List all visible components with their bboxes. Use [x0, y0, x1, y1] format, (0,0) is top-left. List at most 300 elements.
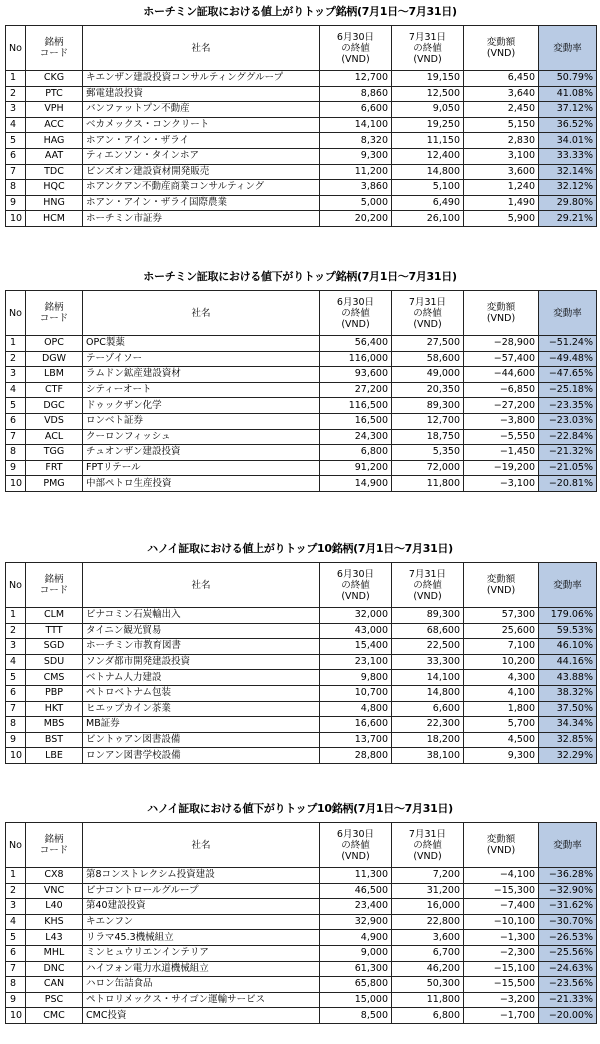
- cell-no: 7: [6, 701, 26, 717]
- cell-diff: 10,200: [464, 654, 539, 670]
- column-header-no: No: [6, 563, 26, 608]
- cell-name: ベトナム人力建設: [83, 670, 320, 686]
- cell-name: クーロンフィッシュ: [83, 429, 320, 445]
- cell-diff: −15,100: [464, 961, 539, 977]
- cell-jul31: 33,300: [392, 654, 464, 670]
- table-row: [6, 639, 597, 655]
- cell-diff: −28,900: [464, 336, 539, 352]
- cell-code: PBP: [26, 685, 83, 701]
- cell-code: DGC: [26, 398, 83, 414]
- cell-diff: −57,400: [464, 351, 539, 367]
- cell-code: MHL: [26, 945, 83, 961]
- cell-no: 6: [6, 413, 26, 429]
- cell-jul31: 19,250: [392, 117, 464, 133]
- table-row: [6, 133, 597, 149]
- cell-rate: −32.90%: [539, 883, 597, 899]
- cell-no: 4: [6, 914, 26, 930]
- table-row: [6, 670, 597, 686]
- cell-jul31: 18,200: [392, 732, 464, 748]
- table-row: [6, 732, 597, 748]
- table-row: [6, 336, 597, 352]
- cell-diff: 4,500: [464, 732, 539, 748]
- cell-rate: −20.00%: [539, 1008, 597, 1024]
- cell-no: 6: [6, 945, 26, 961]
- cell-no: 8: [6, 180, 26, 196]
- table-row: [6, 623, 597, 639]
- cell-rate: 46.10%: [539, 639, 597, 655]
- cell-diff: 3,100: [464, 148, 539, 164]
- cell-name: 第40建設投資: [83, 899, 320, 915]
- column-header-code: 銘柄 コード: [26, 26, 83, 71]
- cell-jul31: 6,700: [392, 945, 464, 961]
- cell-code: HKT: [26, 701, 83, 717]
- cell-rate: −24.63%: [539, 961, 597, 977]
- cell-no: 5: [6, 930, 26, 946]
- table-row: [6, 748, 597, 764]
- cell-jun30: 3,860: [320, 180, 392, 196]
- column-header-rate: 変動率: [539, 823, 597, 868]
- cell-rate: −23.03%: [539, 413, 597, 429]
- cell-no: 9: [6, 195, 26, 211]
- table-row: [6, 654, 597, 670]
- cell-code: CTF: [26, 382, 83, 398]
- cell-rate: 41.08%: [539, 86, 597, 102]
- cell-no: 4: [6, 654, 26, 670]
- cell-jun30: 23,100: [320, 654, 392, 670]
- column-header-diff: 変動額 (VND): [464, 26, 539, 71]
- cell-diff: 9,300: [464, 748, 539, 764]
- cell-name: キエンフン: [83, 914, 320, 930]
- cell-diff: 2,450: [464, 102, 539, 118]
- cell-name: ホーチミン市教育図書: [83, 639, 320, 655]
- cell-jun30: 11,200: [320, 164, 392, 180]
- cell-jun30: 8,320: [320, 133, 392, 149]
- cell-rate: 43.88%: [539, 670, 597, 686]
- cell-name: ホーチミン市証券: [83, 211, 320, 227]
- cell-jul31: 6,800: [392, 1008, 464, 1024]
- cell-no: 10: [6, 211, 26, 227]
- column-header-jul31: 7月31日 の終値 (VND): [392, 823, 464, 868]
- cell-jun30: 4,900: [320, 930, 392, 946]
- cell-jun30: 15,400: [320, 639, 392, 655]
- cell-rate: −21.05%: [539, 460, 597, 476]
- cell-jun30: 14,900: [320, 476, 392, 492]
- cell-code: HAG: [26, 133, 83, 149]
- cell-name: 第8コンストレクシム投資建設: [83, 868, 320, 884]
- table-row: [6, 460, 597, 476]
- cell-jun30: 6,600: [320, 102, 392, 118]
- cell-name: ヒエップカイン茶業: [83, 701, 320, 717]
- table-header-row: [6, 823, 597, 868]
- ranking-table: [5, 822, 597, 1024]
- cell-name: 郵電建設投資: [83, 86, 320, 102]
- cell-name: ドゥックザン化学: [83, 398, 320, 414]
- cell-jul31: 68,600: [392, 623, 464, 639]
- cell-no: 5: [6, 133, 26, 149]
- cell-name: リラマ45.3機械組立: [83, 930, 320, 946]
- cell-no: 1: [6, 868, 26, 884]
- table-row: [6, 195, 597, 211]
- cell-diff: −19,200: [464, 460, 539, 476]
- cell-code: ACL: [26, 429, 83, 445]
- cell-rate: 179.06%: [539, 608, 597, 624]
- cell-rate: 44.16%: [539, 654, 597, 670]
- cell-no: 8: [6, 717, 26, 733]
- cell-code: LBE: [26, 748, 83, 764]
- cell-jul31: 22,500: [392, 639, 464, 655]
- cell-diff: −44,600: [464, 367, 539, 383]
- table-row: [6, 180, 597, 196]
- cell-jun30: 10,700: [320, 685, 392, 701]
- table-row: [6, 1008, 597, 1024]
- cell-jun30: 20,200: [320, 211, 392, 227]
- cell-name: タイニン観光貿易: [83, 623, 320, 639]
- cell-jul31: 89,300: [392, 398, 464, 414]
- column-header-jun30: 6月30日 の終値 (VND): [320, 563, 392, 608]
- cell-code: CX8: [26, 868, 83, 884]
- cell-jun30: 28,800: [320, 748, 392, 764]
- cell-rate: 32.12%: [539, 180, 597, 196]
- column-header-name: 社名: [83, 563, 320, 608]
- cell-code: SDU: [26, 654, 83, 670]
- section-title: ホーチミン証取における値上がりトップ銘柄(7月1日〜7月31日): [143, 5, 457, 18]
- section-hanoi-gainers: [0, 540, 600, 780]
- cell-code: HQC: [26, 180, 83, 196]
- cell-name: ビナコントロールグループ: [83, 883, 320, 899]
- cell-no: 6: [6, 148, 26, 164]
- cell-jul31: 3,600: [392, 930, 464, 946]
- cell-code: BST: [26, 732, 83, 748]
- table-row: [6, 717, 597, 733]
- cell-jul31: 49,000: [392, 367, 464, 383]
- cell-diff: 1,490: [464, 195, 539, 211]
- cell-diff: 3,600: [464, 164, 539, 180]
- cell-rate: 59.53%: [539, 623, 597, 639]
- cell-no: 6: [6, 685, 26, 701]
- cell-name: OPC製薬: [83, 336, 320, 352]
- column-header-diff: 変動額 (VND): [464, 563, 539, 608]
- cell-no: 2: [6, 883, 26, 899]
- column-header-code: 銘柄 コード: [26, 291, 83, 336]
- cell-code: PTC: [26, 86, 83, 102]
- cell-diff: 1,800: [464, 701, 539, 717]
- cell-rate: −25.18%: [539, 382, 597, 398]
- cell-jun30: 13,700: [320, 732, 392, 748]
- cell-no: 3: [6, 367, 26, 383]
- cell-code: CKG: [26, 71, 83, 87]
- cell-rate: 34.34%: [539, 717, 597, 733]
- cell-code: PSC: [26, 992, 83, 1008]
- cell-jun30: 61,300: [320, 961, 392, 977]
- column-header-diff: 変動額 (VND): [464, 823, 539, 868]
- column-header-no: No: [6, 291, 26, 336]
- cell-jul31: 19,150: [392, 71, 464, 87]
- cell-diff: −2,300: [464, 945, 539, 961]
- cell-rate: 32.29%: [539, 748, 597, 764]
- table-row: [6, 413, 597, 429]
- cell-code: ACC: [26, 117, 83, 133]
- cell-name: ビンズオン建設資材開発販売: [83, 164, 320, 180]
- table-row: [6, 945, 597, 961]
- cell-jun30: 116,500: [320, 398, 392, 414]
- cell-jun30: 5,000: [320, 195, 392, 211]
- cell-jul31: 27,500: [392, 336, 464, 352]
- column-header-jun30: 6月30日 の終値 (VND): [320, 823, 392, 868]
- section-hcm-losers: [0, 268, 600, 518]
- table-row: [6, 351, 597, 367]
- table-row: [6, 211, 597, 227]
- cell-rate: −51.24%: [539, 336, 597, 352]
- cell-no: 10: [6, 1008, 26, 1024]
- section-hcm-gainers: [0, 3, 600, 241]
- cell-diff: 57,300: [464, 608, 539, 624]
- cell-diff: −6,850: [464, 382, 539, 398]
- cell-rate: −49.48%: [539, 351, 597, 367]
- section-title: ハノイ証取における値下がりトップ10銘柄(7月1日〜7月31日): [147, 802, 453, 815]
- section-title: ホーチミン証取における値下がりトップ銘柄(7月1日〜7月31日): [143, 270, 457, 283]
- cell-jul31: 89,300: [392, 608, 464, 624]
- cell-no: 1: [6, 336, 26, 352]
- cell-rate: 34.01%: [539, 133, 597, 149]
- cell-rate: −22.84%: [539, 429, 597, 445]
- cell-name: シティーオート: [83, 382, 320, 398]
- table-row: [6, 701, 597, 717]
- cell-rate: 50.79%: [539, 71, 597, 87]
- cell-jul31: 46,200: [392, 961, 464, 977]
- cell-code: L43: [26, 930, 83, 946]
- cell-name: ロンベト証券: [83, 413, 320, 429]
- cell-diff: 7,100: [464, 639, 539, 655]
- cell-diff: −3,100: [464, 476, 539, 492]
- table-header-row: [6, 291, 597, 336]
- cell-jun30: 24,300: [320, 429, 392, 445]
- table-row: [6, 868, 597, 884]
- cell-jun30: 15,000: [320, 992, 392, 1008]
- cell-jul31: 50,300: [392, 977, 464, 993]
- cell-name: 中部ペトロ生産投資: [83, 476, 320, 492]
- cell-code: VPH: [26, 102, 83, 118]
- cell-no: 7: [6, 429, 26, 445]
- column-header-rate: 変動率: [539, 26, 597, 71]
- cell-no: 1: [6, 608, 26, 624]
- column-header-jul31: 7月31日 の終値 (VND): [392, 26, 464, 71]
- column-header-jun30: 6月30日 の終値 (VND): [320, 26, 392, 71]
- cell-rate: −36.28%: [539, 868, 597, 884]
- cell-name: FPTリテール: [83, 460, 320, 476]
- cell-jun30: 9,800: [320, 670, 392, 686]
- cell-diff: −3,200: [464, 992, 539, 1008]
- column-header-name: 社名: [83, 823, 320, 868]
- cell-code: VNC: [26, 883, 83, 899]
- cell-diff: −15,300: [464, 883, 539, 899]
- cell-jun30: 12,700: [320, 71, 392, 87]
- cell-jul31: 18,750: [392, 429, 464, 445]
- table-row: [6, 914, 597, 930]
- cell-no: 8: [6, 977, 26, 993]
- cell-jun30: 56,400: [320, 336, 392, 352]
- cell-rate: 32.14%: [539, 164, 597, 180]
- cell-rate: −21.32%: [539, 445, 597, 461]
- cell-no: 1: [6, 71, 26, 87]
- cell-name: バンファットプン不動産: [83, 102, 320, 118]
- cell-jun30: 16,600: [320, 717, 392, 733]
- cell-diff: 5,900: [464, 211, 539, 227]
- cell-code: OPC: [26, 336, 83, 352]
- cell-code: CMC: [26, 1008, 83, 1024]
- ranking-table: [5, 290, 597, 492]
- cell-code: L40: [26, 899, 83, 915]
- cell-code: TTT: [26, 623, 83, 639]
- table-row: [6, 102, 597, 118]
- cell-rate: 29.21%: [539, 211, 597, 227]
- cell-no: 5: [6, 670, 26, 686]
- column-header-rate: 変動率: [539, 291, 597, 336]
- cell-no: 4: [6, 382, 26, 398]
- cell-name: ソンダ都市開発建設投資: [83, 654, 320, 670]
- table-row: [6, 685, 597, 701]
- cell-jul31: 7,200: [392, 868, 464, 884]
- cell-jul31: 5,100: [392, 180, 464, 196]
- cell-diff: 3,640: [464, 86, 539, 102]
- cell-rate: −31.62%: [539, 899, 597, 915]
- cell-jun30: 6,800: [320, 445, 392, 461]
- cell-jun30: 11,300: [320, 868, 392, 884]
- cell-diff: 2,830: [464, 133, 539, 149]
- cell-rate: −23.56%: [539, 977, 597, 993]
- cell-jul31: 11,800: [392, 476, 464, 492]
- cell-diff: 5,150: [464, 117, 539, 133]
- cell-no: 5: [6, 398, 26, 414]
- cell-rate: −21.33%: [539, 992, 597, 1008]
- cell-jul31: 16,000: [392, 899, 464, 915]
- column-header-name: 社名: [83, 291, 320, 336]
- cell-name: MB証券: [83, 717, 320, 733]
- cell-no: 7: [6, 164, 26, 180]
- cell-jun30: 116,000: [320, 351, 392, 367]
- cell-rate: 33.33%: [539, 148, 597, 164]
- cell-rate: 37.12%: [539, 102, 597, 118]
- cell-jul31: 38,100: [392, 748, 464, 764]
- column-header-code: 銘柄 コード: [26, 563, 83, 608]
- table-header-row: [6, 26, 597, 71]
- cell-code: CLM: [26, 608, 83, 624]
- cell-jul31: 58,600: [392, 351, 464, 367]
- table-row: [6, 977, 597, 993]
- section-hanoi-losers: [0, 800, 600, 1044]
- cell-no: 2: [6, 86, 26, 102]
- cell-no: 10: [6, 748, 26, 764]
- cell-jul31: 31,200: [392, 883, 464, 899]
- column-header-no: No: [6, 823, 26, 868]
- cell-no: 9: [6, 460, 26, 476]
- table-row: [6, 429, 597, 445]
- cell-diff: −1,300: [464, 930, 539, 946]
- cell-jun30: 32,000: [320, 608, 392, 624]
- cell-name: ハロン缶詰食品: [83, 977, 320, 993]
- cell-rate: 29.80%: [539, 195, 597, 211]
- table-row: [6, 992, 597, 1008]
- table-header-row: [6, 563, 597, 608]
- cell-no: 9: [6, 732, 26, 748]
- cell-diff: 4,300: [464, 670, 539, 686]
- cell-jun30: 4,800: [320, 701, 392, 717]
- cell-diff: −3,800: [464, 413, 539, 429]
- cell-diff: −1,450: [464, 445, 539, 461]
- cell-jul31: 14,800: [392, 685, 464, 701]
- cell-name: ハイフォン電力水道機械組立: [83, 961, 320, 977]
- cell-no: 2: [6, 623, 26, 639]
- cell-jun30: 65,800: [320, 977, 392, 993]
- cell-diff: −7,400: [464, 899, 539, 915]
- cell-diff: −1,700: [464, 1008, 539, 1024]
- cell-diff: 5,700: [464, 717, 539, 733]
- cell-jul31: 22,300: [392, 717, 464, 733]
- cell-jun30: 46,500: [320, 883, 392, 899]
- table-row: [6, 476, 597, 492]
- cell-name: ビナコミン石炭輸出入: [83, 608, 320, 624]
- cell-jul31: 9,050: [392, 102, 464, 118]
- cell-code: DGW: [26, 351, 83, 367]
- cell-no: 7: [6, 961, 26, 977]
- cell-jun30: 8,500: [320, 1008, 392, 1024]
- cell-jul31: 26,100: [392, 211, 464, 227]
- cell-rate: −30.70%: [539, 914, 597, 930]
- cell-jul31: 12,500: [392, 86, 464, 102]
- cell-diff: 25,600: [464, 623, 539, 639]
- table-row: [6, 398, 597, 414]
- table-row: [6, 608, 597, 624]
- cell-code: TGG: [26, 445, 83, 461]
- cell-diff: 1,240: [464, 180, 539, 196]
- cell-diff: −15,500: [464, 977, 539, 993]
- cell-name: ペトロベトナム包装: [83, 685, 320, 701]
- cell-no: 8: [6, 445, 26, 461]
- table-row: [6, 148, 597, 164]
- cell-code: LBM: [26, 367, 83, 383]
- cell-no: 2: [6, 351, 26, 367]
- cell-jul31: 14,800: [392, 164, 464, 180]
- cell-no: 3: [6, 899, 26, 915]
- cell-jul31: 12,700: [392, 413, 464, 429]
- cell-jun30: 91,200: [320, 460, 392, 476]
- cell-jun30: 9,300: [320, 148, 392, 164]
- cell-rate: −25.56%: [539, 945, 597, 961]
- cell-name: ティエンソン・タインホア: [83, 148, 320, 164]
- cell-rate: −23.35%: [539, 398, 597, 414]
- cell-name: CMC投資: [83, 1008, 320, 1024]
- table-row: [6, 382, 597, 398]
- cell-no: 4: [6, 117, 26, 133]
- table-row: [6, 86, 597, 102]
- cell-name: ホアンクアン不動産商業コンサルティング: [83, 180, 320, 196]
- cell-code: PMG: [26, 476, 83, 492]
- cell-name: ミンヒュウリエンインテリア: [83, 945, 320, 961]
- column-header-jul31: 7月31日 の終値 (VND): [392, 291, 464, 336]
- table-row: [6, 961, 597, 977]
- cell-rate: 32.85%: [539, 732, 597, 748]
- cell-jul31: 22,800: [392, 914, 464, 930]
- cell-name: ホアン・アイン・ザライ国際農業: [83, 195, 320, 211]
- cell-code: CMS: [26, 670, 83, 686]
- cell-rate: 36.52%: [539, 117, 597, 133]
- cell-no: 3: [6, 639, 26, 655]
- cell-jun30: 43,000: [320, 623, 392, 639]
- cell-name: ビントゥアン図書設備: [83, 732, 320, 748]
- cell-name: ロンアン図書学校設備: [83, 748, 320, 764]
- cell-rate: −20.81%: [539, 476, 597, 492]
- table-row: [6, 445, 597, 461]
- cell-name: ペトロリメックス・サイゴン運輸サービス: [83, 992, 320, 1008]
